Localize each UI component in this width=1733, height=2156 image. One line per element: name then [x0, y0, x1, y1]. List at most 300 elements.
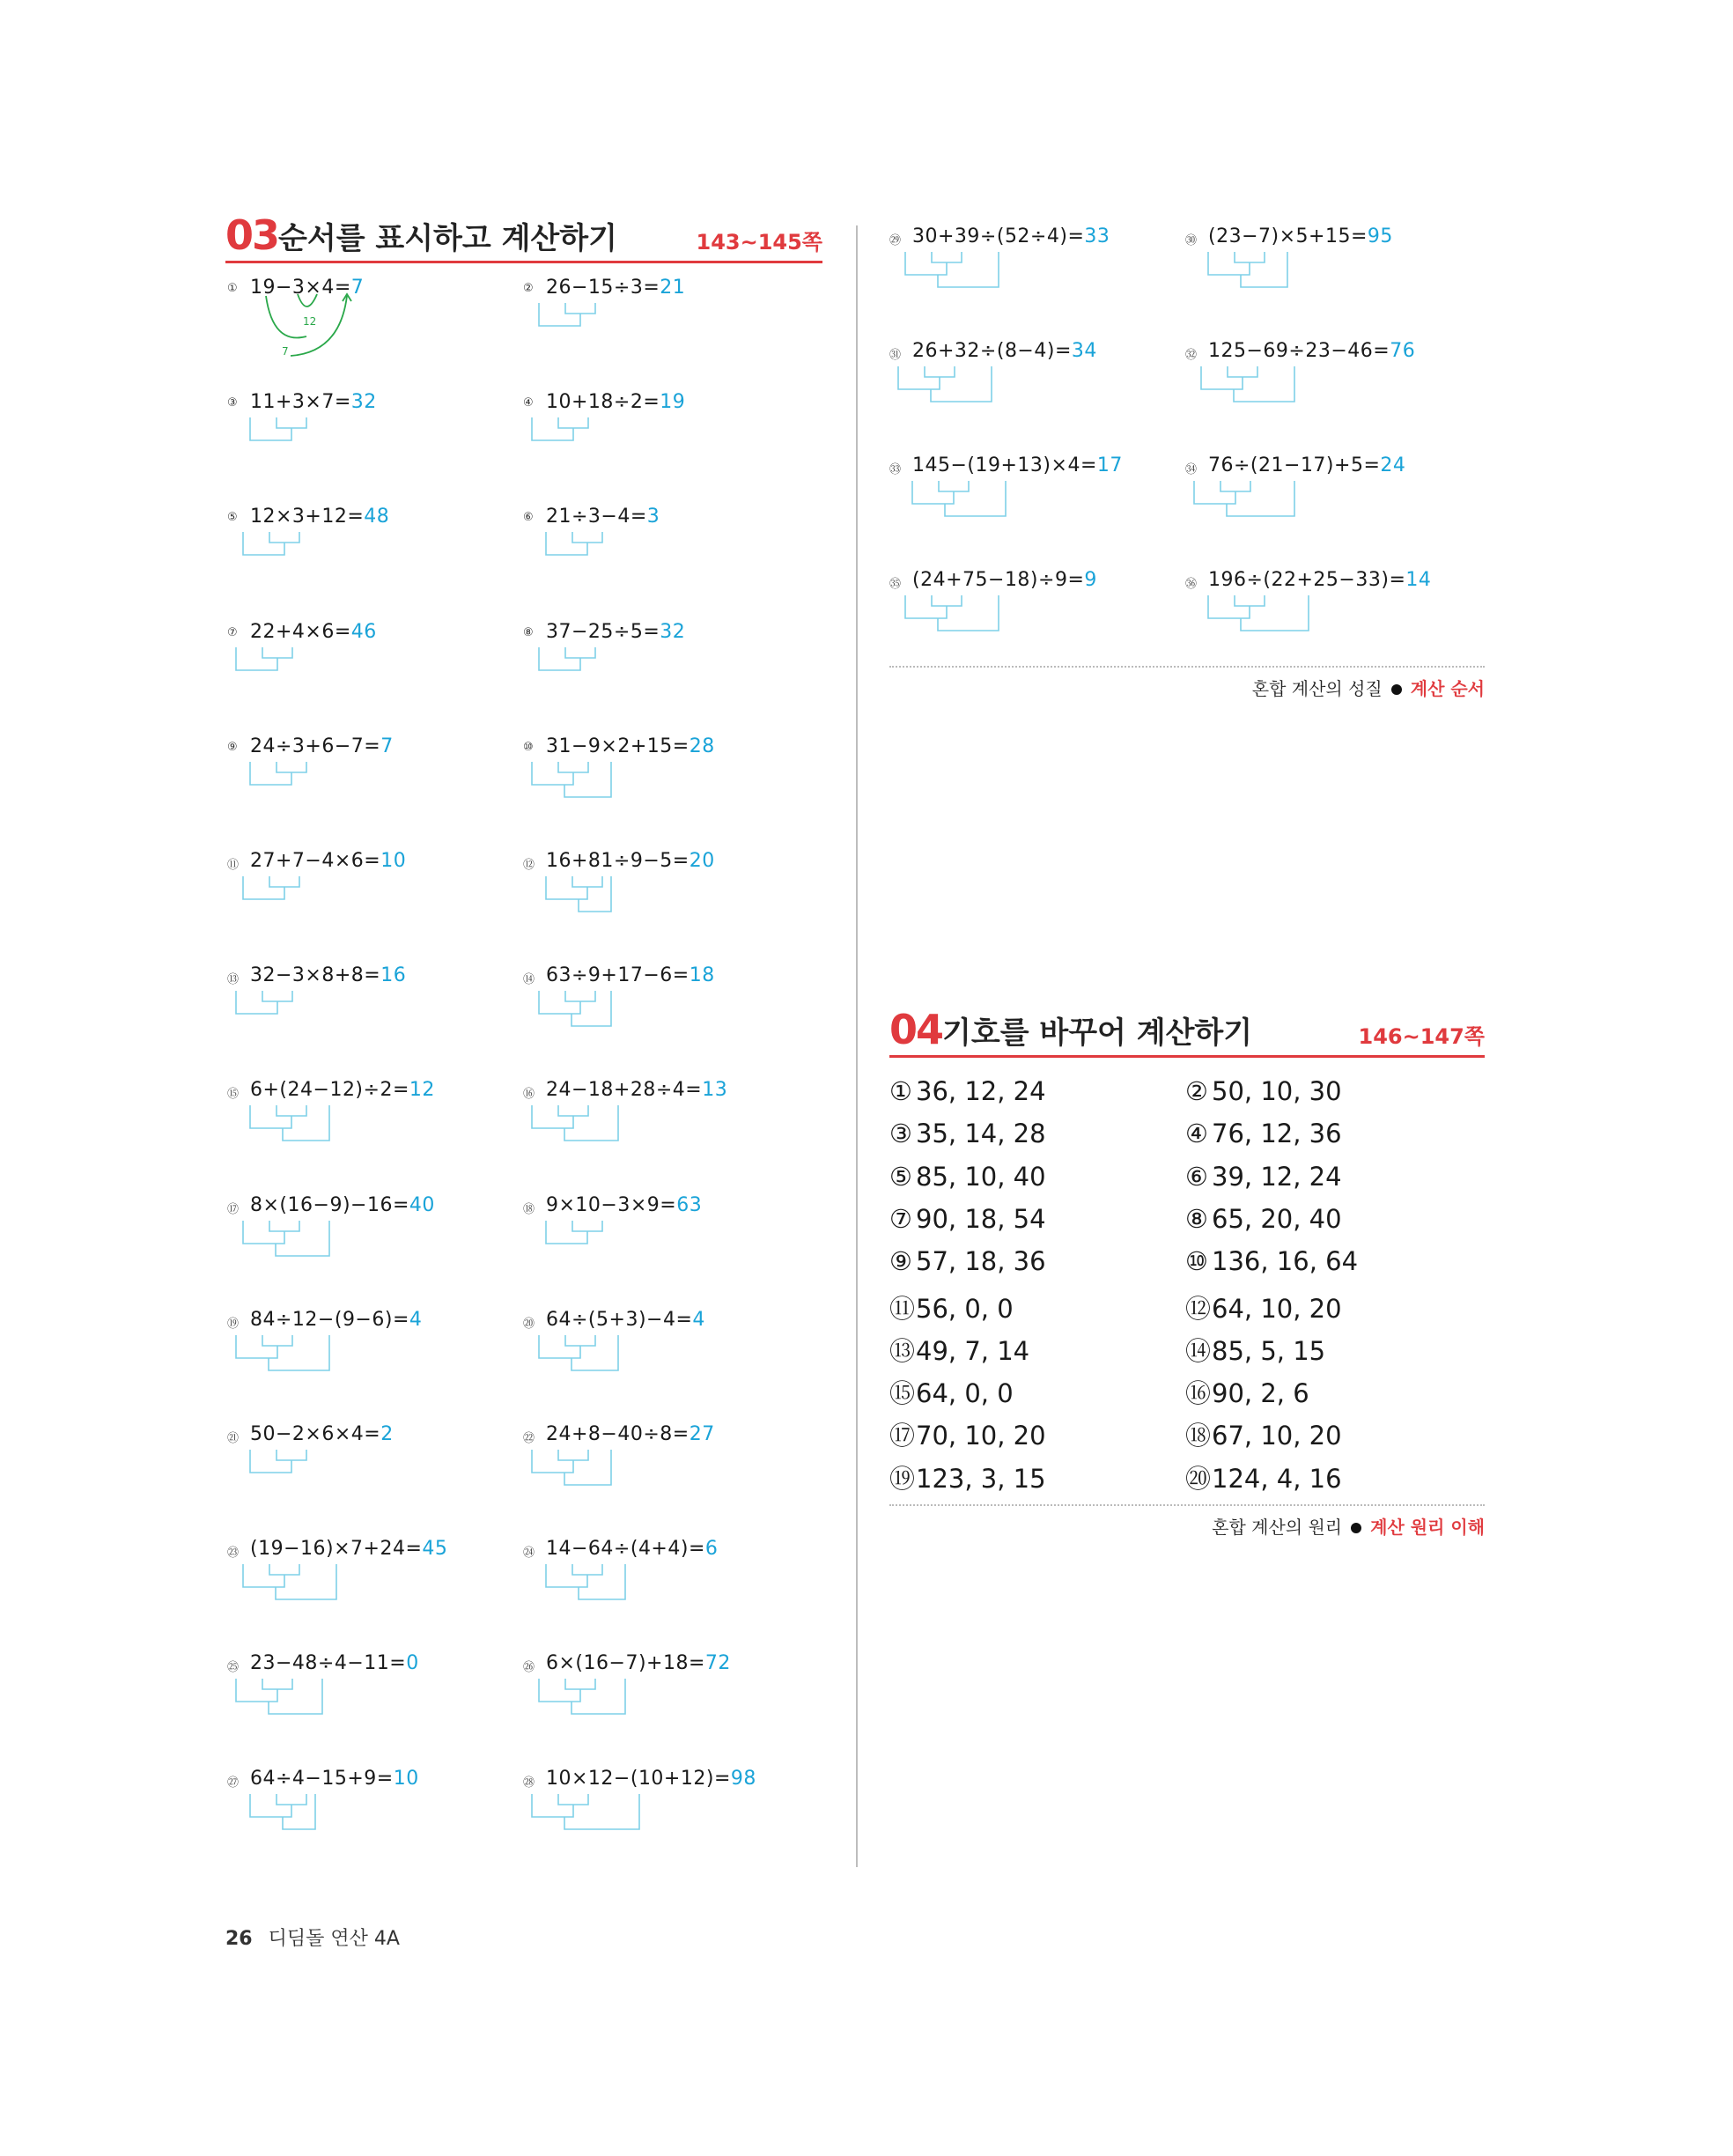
problem-answer: 18	[689, 964, 715, 987]
answer-item	[889, 1119, 1046, 1148]
problem-number: ㉑	[227, 1432, 240, 1445]
problem-item	[227, 964, 509, 1056]
bracket-line	[262, 991, 292, 1001]
bracket-line	[1235, 595, 1265, 606]
tag-topic: 계산 원리 이해	[1370, 1517, 1485, 1538]
problem-answer: 10	[380, 850, 407, 872]
problem-number: ⑰	[227, 1202, 240, 1216]
answer-number: ⑮	[889, 1378, 916, 1409]
problem-item	[523, 620, 805, 713]
bracket-line	[262, 647, 292, 658]
problem-answer: 32	[660, 620, 686, 643]
problem-number: ㉘	[523, 1776, 535, 1790]
bracket-line	[539, 303, 580, 326]
expression-text: 63÷9+17−6=	[546, 964, 690, 987]
answer-values: 136, 16, 64	[1212, 1246, 1359, 1277]
bracket-line	[539, 1335, 580, 1358]
problem-number: ㉖	[523, 1661, 535, 1675]
order-bracket-lines	[523, 1541, 717, 1612]
order-bracket-lines	[1185, 572, 1379, 643]
expression-text: 14−64÷(4+4)=	[546, 1538, 705, 1561]
answer-item	[889, 1374, 1014, 1410]
problem-answer: 28	[689, 735, 715, 757]
answer-number: ⑫	[1185, 1293, 1212, 1324]
bracket-line	[1194, 481, 1235, 504]
problem-answer: 20	[689, 850, 715, 872]
order-bracket-lines	[523, 739, 717, 809]
problem-answer: 16	[380, 964, 407, 987]
answer-item	[1185, 1289, 1342, 1325]
problem-item	[523, 391, 805, 483]
problem-answer: 2	[380, 1423, 394, 1445]
order-bracket-lines	[523, 395, 717, 465]
order-bracket-lines	[523, 1771, 717, 1842]
problem-item	[889, 340, 1171, 432]
answer-item	[1185, 1332, 1325, 1368]
problem-item	[889, 454, 1171, 546]
problem-item	[227, 1079, 509, 1170]
problem-answer: 33	[1084, 225, 1110, 247]
bracket-line	[250, 417, 291, 440]
problem-answer: 27	[689, 1423, 715, 1445]
answer-values: 67, 10, 20	[1212, 1421, 1342, 1451]
problem-number: ㉟	[889, 578, 902, 591]
bracket-line	[565, 991, 595, 1001]
answer-values: 64, 10, 20	[1212, 1293, 1342, 1324]
problem-answer: 45	[422, 1538, 448, 1561]
expression-text: (23−7)×5+15=	[1208, 225, 1368, 247]
bracket-line	[912, 481, 954, 504]
section-04-header	[889, 1002, 1485, 1058]
answer-number: ⑤	[889, 1161, 912, 1192]
order-bracket-lines	[1185, 229, 1379, 299]
problem-item	[523, 277, 805, 368]
order-bracket-lines	[889, 458, 1083, 528]
expression-text: 196÷(22+25−33)=	[1208, 569, 1406, 591]
problem-item	[1185, 454, 1467, 546]
bracket-line	[532, 1794, 573, 1817]
expression-text: 76÷(21−17)+5=	[1208, 454, 1381, 476]
expression-text: 24−18+28÷4=	[546, 1079, 703, 1102]
section-04-pages: 146~147쪽	[1358, 1024, 1485, 1049]
answer-values: 56, 0, 0	[916, 1293, 1014, 1324]
expression-text: 16+81÷9−5=	[546, 850, 690, 872]
bracket-line	[1201, 366, 1243, 389]
problem-answer: 14	[1405, 569, 1432, 591]
problem-answer: 40	[409, 1193, 435, 1216]
expression-text: 19−3×4=	[250, 277, 351, 299]
order-bracket-lines	[227, 624, 421, 695]
problem-number: ㉛	[889, 349, 902, 362]
order-bracket-lines	[1185, 343, 1379, 414]
answer-item	[1185, 1076, 1342, 1106]
answer-item	[889, 1289, 1014, 1325]
order-bracket-lines	[1185, 458, 1379, 528]
bracket-line	[236, 1335, 277, 1358]
order-bracket-lines	[227, 1771, 421, 1842]
bracket-line	[532, 417, 573, 440]
expression-text: 27+7−4×6=	[250, 850, 381, 872]
problem-number: ⑳	[523, 1317, 535, 1331]
bracket-line	[243, 1221, 284, 1244]
bracket-line	[262, 1335, 292, 1346]
problem-number: ⑦	[227, 625, 238, 639]
answer-number: ⑱	[1185, 1421, 1212, 1451]
section-04-dotted-rule	[889, 1504, 1485, 1506]
tag-label: 혼합 계산의 원리	[1212, 1517, 1343, 1538]
bracket-line	[269, 1221, 299, 1231]
bracket-line	[925, 366, 955, 377]
problem-number: ㉗	[227, 1776, 240, 1790]
problem-answer: 21	[660, 277, 686, 299]
problem-answer: 7	[350, 277, 365, 299]
bracket-line	[565, 1679, 595, 1689]
order-bracket-lines	[523, 624, 717, 695]
problem-number: ①	[227, 282, 238, 295]
problem-answer: 46	[350, 620, 377, 643]
answer-number: ⑰	[889, 1421, 916, 1451]
answer-values: 50, 10, 30	[1212, 1076, 1342, 1106]
bracket-line	[558, 1105, 588, 1116]
problem-number: ⑧	[523, 625, 534, 639]
problem-item	[523, 1079, 805, 1170]
problem-number: ⑫	[523, 859, 535, 872]
problem-number: ㉝	[889, 463, 902, 476]
expression-text: 50−2×6×4=	[250, 1423, 381, 1445]
bracket-line	[269, 1564, 299, 1575]
answer-number: ⑬	[889, 1335, 916, 1366]
answer-values: 65, 20, 40	[1212, 1203, 1342, 1234]
answer-values: 85, 5, 15	[1212, 1335, 1326, 1366]
bracket-line	[1241, 595, 1309, 631]
order-bracket-lines	[227, 1656, 421, 1726]
problem-answer: 63	[676, 1193, 703, 1216]
order-bracket-lines	[889, 572, 1083, 643]
problem-number: ㉜	[1185, 349, 1198, 362]
problem-answer: 24	[1380, 454, 1406, 476]
bracket-line	[250, 1450, 291, 1473]
bracket-line	[572, 991, 611, 1026]
problem-answer: 72	[704, 1652, 731, 1675]
order-bracket-lines	[889, 343, 1083, 414]
order-bracket-lines	[227, 1427, 421, 1497]
bracket-line	[546, 1564, 587, 1587]
expression-text: 64÷(5+3)−4=	[546, 1308, 693, 1331]
problem-answer: 76	[1390, 340, 1416, 362]
bracket-line	[1220, 481, 1250, 491]
problem-number: ㉓	[227, 1547, 240, 1561]
order-bracket-lines	[523, 280, 717, 351]
bracket-line	[532, 1105, 573, 1128]
problem-answer: 17	[1096, 454, 1123, 476]
bracket-line	[243, 1564, 284, 1587]
section-03-dotted-rule	[889, 666, 1485, 668]
problem-number: ②	[523, 282, 534, 295]
problem-item	[1185, 569, 1467, 661]
bracket-line	[269, 876, 299, 887]
bracket-line	[277, 417, 306, 428]
section-04-title: 기호를 바꾸어 계산하기	[942, 1015, 1253, 1051]
order-bracket-lines	[523, 1427, 717, 1497]
answer-number: ⑲	[889, 1463, 916, 1494]
tag-label: 혼합 계산의 성질	[1251, 678, 1383, 699]
problem-item	[523, 1308, 805, 1400]
problem-answer: 4	[692, 1308, 705, 1331]
bracket-line	[546, 876, 587, 899]
bracket-line	[546, 1221, 587, 1244]
bracket-line	[277, 1105, 306, 1116]
problem-item	[227, 1193, 509, 1286]
answer-values: 70, 10, 20	[916, 1421, 1046, 1451]
answer-number: ③	[889, 1119, 912, 1149]
column-divider	[856, 225, 858, 1867]
arc-outer	[291, 296, 347, 356]
bracket-line	[539, 647, 580, 670]
expression-text: 9×10−3×9=	[546, 1193, 677, 1216]
expression-text: 8×(16−9)−16=	[250, 1193, 409, 1216]
expression-text: 30+39÷(52÷4)=	[912, 225, 1085, 247]
bracket-line	[236, 991, 277, 1014]
answer-item	[1185, 1374, 1309, 1410]
problem-item	[523, 1193, 805, 1286]
page-footer	[225, 1923, 400, 1951]
problem-item	[523, 1423, 805, 1515]
order-bracket-lines	[523, 1082, 717, 1153]
answer-item	[889, 1416, 1046, 1452]
problem-item	[523, 1538, 805, 1629]
answer-item	[1185, 1416, 1342, 1452]
answer-number: ⑯	[1185, 1378, 1212, 1409]
bracket-line	[905, 252, 947, 275]
expression-text: 10+18÷2=	[546, 391, 660, 414]
problem-number: ⑤	[227, 511, 238, 525]
problem-number: ㉒	[523, 1432, 535, 1445]
answer-values: 76, 12, 36	[1212, 1119, 1342, 1149]
problem-item	[523, 1652, 805, 1744]
answer-number: ⑧	[1185, 1203, 1208, 1234]
order-bracket-lines	[889, 229, 1083, 299]
expression-text: 84÷12−(9−6)=	[250, 1308, 409, 1331]
problem-answer: 6	[704, 1538, 719, 1561]
answer-item	[1185, 1162, 1342, 1192]
bracket-line	[243, 532, 284, 555]
bracket-line	[572, 876, 602, 887]
problem-number: ⑲	[227, 1317, 240, 1331]
bracket-line	[558, 1450, 588, 1460]
problem-item	[227, 735, 509, 827]
problem-number: ⑮	[227, 1088, 240, 1102]
answer-number: ⑩	[1185, 1246, 1208, 1277]
problem-item	[523, 506, 805, 597]
problem-answer: 0	[406, 1652, 419, 1675]
answer-values: 90, 2, 6	[1212, 1378, 1309, 1409]
expression-text: 26+32÷(8−4)=	[912, 340, 1072, 362]
bullet-icon	[1351, 1523, 1361, 1533]
bracket-line	[546, 532, 587, 555]
order-bracket-lines	[227, 1312, 421, 1383]
bracket-line	[532, 1450, 573, 1473]
answer-item	[1185, 1246, 1358, 1276]
bracket-line	[539, 1679, 580, 1702]
section-04-number: 04	[889, 1006, 943, 1053]
answer-item	[889, 1162, 1046, 1192]
order-bracket-lines	[227, 509, 421, 580]
problem-answer: 3	[646, 506, 660, 528]
problem-item	[227, 1767, 509, 1859]
answer-item	[889, 1246, 1046, 1276]
problem-item	[227, 1538, 509, 1629]
bullet-icon	[1391, 684, 1402, 695]
problem-item	[1185, 225, 1467, 317]
problem-answer: 13	[702, 1079, 728, 1102]
arc-inner	[298, 294, 317, 306]
bracket-line	[532, 762, 573, 785]
problem-number: ⑩	[523, 740, 534, 754]
book-title: 디딤돌 연산 4A	[268, 1928, 400, 1950]
bracket-line	[565, 647, 595, 658]
answer-item	[889, 1332, 1029, 1368]
bracket-line	[269, 532, 299, 543]
problem-item	[227, 506, 509, 597]
bracket-line	[905, 595, 947, 618]
bracket-line	[579, 876, 611, 912]
problem-answer: 32	[350, 391, 377, 414]
problem-item	[523, 735, 805, 827]
answer-number: ④	[1185, 1119, 1208, 1149]
problem-answer: 34	[1071, 340, 1097, 362]
problem-answer: 10	[393, 1767, 419, 1790]
problem-number: ⑪	[227, 859, 240, 872]
answer-values: 123, 3, 15	[916, 1463, 1046, 1494]
answer-values: 39, 12, 24	[1212, 1161, 1342, 1192]
problem-item	[227, 1652, 509, 1744]
bracket-line	[898, 366, 940, 389]
problem-number: ㊱	[1185, 578, 1198, 591]
answer-item	[889, 1459, 1046, 1495]
section-03-header	[225, 208, 822, 263]
problem-item	[889, 225, 1171, 317]
expression-text: 24÷3+6−7=	[250, 735, 381, 757]
expression-text: 21÷3−4=	[546, 506, 647, 528]
bracket-line	[236, 1679, 277, 1702]
problem-item	[523, 964, 805, 1056]
bracket-line	[250, 762, 291, 785]
problem-item	[523, 1767, 805, 1859]
bracket-line	[243, 876, 284, 899]
expression-text: 145−(19+13)×4=	[912, 454, 1097, 476]
expression-text: 64÷4−15+9=	[250, 1767, 394, 1790]
bracket-line	[932, 252, 962, 262]
bracket-line	[558, 1794, 588, 1805]
order-bracket-lines	[227, 968, 421, 1038]
problem-number: ⑭	[523, 973, 535, 987]
problem-item	[889, 569, 1171, 661]
problem-answer: 95	[1367, 225, 1393, 247]
section-03-tagline	[1252, 675, 1485, 700]
bracket-line	[539, 991, 580, 1014]
answer-values: 64, 0, 0	[916, 1378, 1014, 1409]
problem-number: ⑨	[227, 740, 238, 754]
answer-number: ⑨	[889, 1246, 912, 1277]
bracket-line	[250, 1105, 291, 1128]
problem-answer: 12	[409, 1079, 435, 1102]
answer-values: 57, 18, 36	[916, 1246, 1046, 1277]
expression-text: (24+75−18)÷9=	[912, 569, 1085, 591]
problem-number: ㉔	[523, 1547, 535, 1561]
expression-text: 24+8−40÷8=	[546, 1423, 690, 1445]
bracket-line	[277, 1794, 306, 1805]
bracket-line	[564, 1794, 639, 1829]
bracket-line	[939, 481, 969, 491]
answer-values: 90, 18, 54	[916, 1203, 1046, 1234]
expression-text: 37−25÷5=	[546, 620, 660, 643]
order-bracket-lines	[523, 1198, 717, 1268]
problem-answer: 9	[1084, 569, 1097, 591]
answer-values: 36, 12, 24	[916, 1076, 1046, 1106]
answer-item	[1185, 1459, 1342, 1495]
answer-item	[1185, 1204, 1342, 1234]
answer-values: 35, 14, 28	[916, 1119, 1046, 1149]
order-bracket-lines	[227, 739, 421, 809]
bracket-line	[1208, 595, 1250, 618]
problem-number: ⑱	[523, 1202, 535, 1216]
problem-item	[523, 850, 805, 941]
expression-text: 32−3×8+8=	[250, 964, 381, 987]
answer-item	[889, 1076, 1046, 1106]
answer-values: 49, 7, 14	[916, 1335, 1030, 1366]
problem-number: ⑥	[523, 511, 534, 525]
order-bracket-lines	[523, 968, 717, 1038]
bracket-line	[572, 1679, 625, 1714]
problem-number: ㉕	[227, 1661, 240, 1675]
problem-answer: 98	[730, 1767, 756, 1790]
bracket-line	[565, 303, 595, 314]
bracket-line	[1227, 481, 1294, 516]
answer-values: 124, 4, 16	[1212, 1463, 1342, 1494]
arc-label-12: 12	[303, 315, 317, 328]
bracket-line	[932, 595, 962, 606]
problem-number: ③	[227, 396, 238, 410]
bracket-line	[564, 1105, 618, 1141]
problem-item	[227, 1423, 509, 1515]
order-bracket-lines	[523, 1312, 717, 1383]
expression-text: 125−69÷23−46=	[1208, 340, 1390, 362]
problem-answer: 7	[380, 735, 394, 757]
bracket-line	[236, 647, 277, 670]
answer-number: ①	[889, 1076, 912, 1106]
bracket-line	[269, 1679, 322, 1714]
bracket-line	[1208, 252, 1250, 275]
answer-item	[889, 1204, 1046, 1234]
arc-label-7: 7	[282, 345, 289, 358]
answer-values: 85, 10, 40	[916, 1161, 1046, 1192]
order-bracket-lines	[227, 853, 421, 924]
answer-number: ⑳	[1185, 1463, 1212, 1494]
bracket-line	[558, 762, 588, 772]
answer-item	[1185, 1119, 1342, 1148]
expression-text: 12×3+12=	[250, 506, 365, 528]
answer-number: ⑥	[1185, 1161, 1208, 1192]
section-03-title: 순서를 표시하고 계산하기	[278, 221, 617, 256]
bracket-line	[1228, 366, 1257, 377]
problem-item	[227, 1308, 509, 1400]
expression-text: 11+3×7=	[250, 391, 351, 414]
bracket-line	[277, 762, 306, 772]
problem-item	[227, 391, 509, 483]
section-04-tagline	[1212, 1513, 1485, 1539]
problem-number: ④	[523, 396, 534, 410]
bracket-line	[250, 1794, 291, 1817]
